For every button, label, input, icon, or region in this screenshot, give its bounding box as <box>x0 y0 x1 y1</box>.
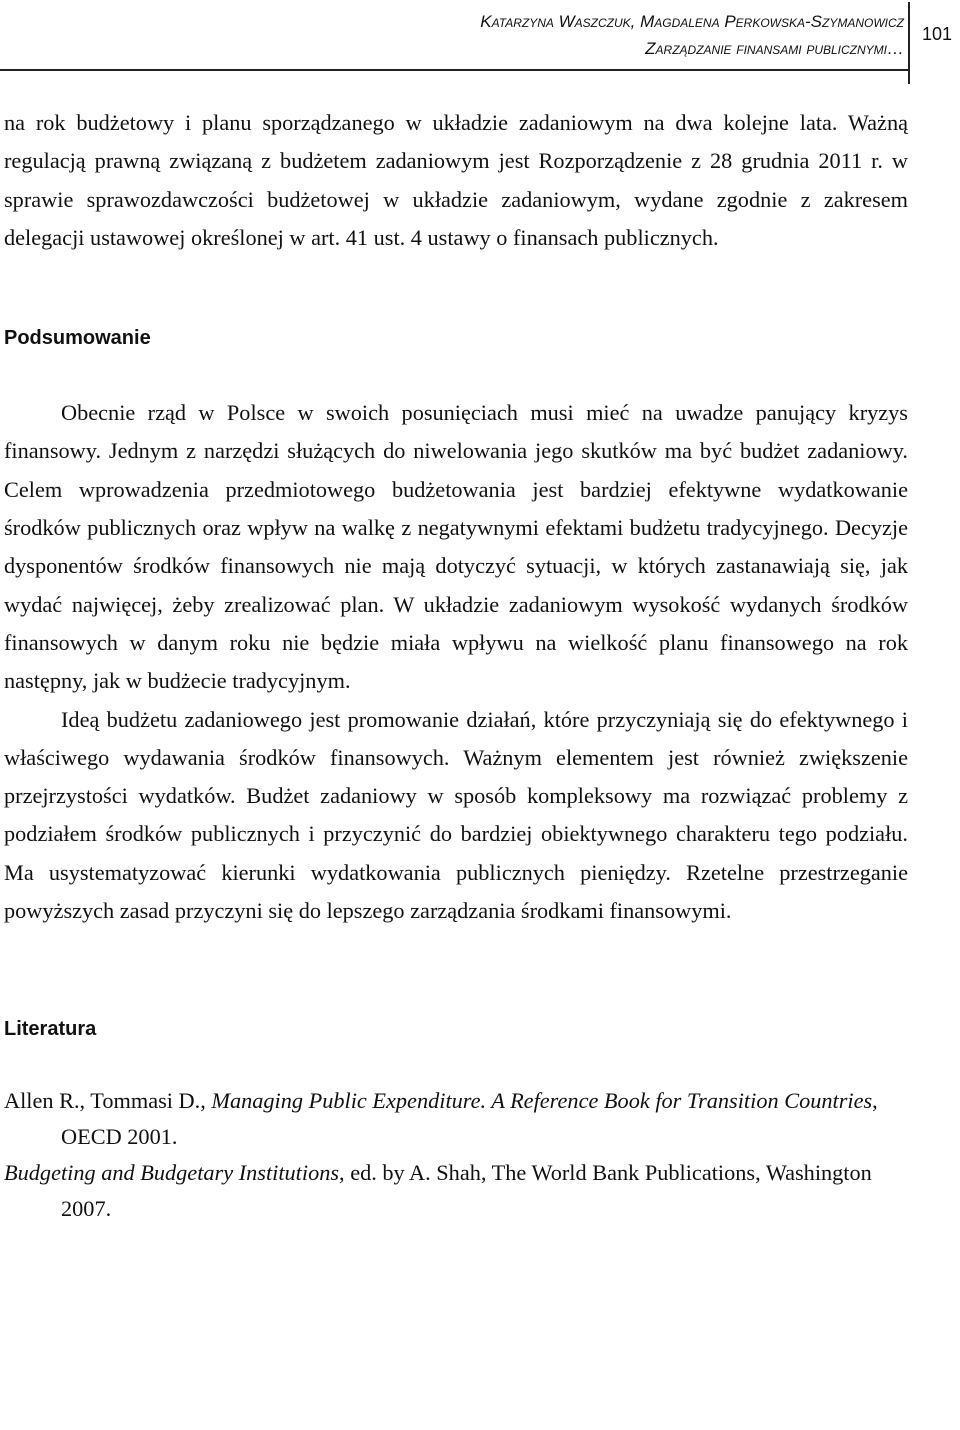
reference-2-title: Budgeting and Budgetary Institutions <box>4 1160 340 1186</box>
header-authors: Katarzyna Waszczuk, Magdalena Perkowska-Szymanowicz <box>480 12 904 31</box>
header-title: Zarządzanie finansami publicznymi… <box>645 39 904 58</box>
summary-paragraph-1: Obecnie rząd w Polsce w swoich posunięciach musi mieć na uwadze panujący kryzys finansowy. Jednym z narzędzi służących do niwelowania jego skutków ma być budżet zadaniowy. Celem wprowadzenia przedmiotowego budżetowania jest bardziej efektywne wydatkowanie środków publicznych oraz wpływ na walkę z negatywnymi efektami budżetu tradycyjnego. Decyzje dysponentów środków finansowych nie mają dotyczyć sytuacji, w których zastanawiają się, jak wydać najwięcej, żeby zrealizować plan. W układzie zadaniowym wysokość wydanych środków finansowych w danym roku nie będzie miała wpływu na wielkość planu finansowego na rok następny, jak w budżecie tradycyjnym. <box>4 400 908 694</box>
reference-1-title: Managing Public Expenditure. A Reference Book for Transition Countries <box>211 1088 873 1114</box>
reference-item-2 <box>4 1155 908 1227</box>
reference-1-authors: Allen R., Tommasi D., <box>4 1088 212 1114</box>
summary-heading: Podsumowanie <box>4 327 151 350</box>
intro-paragraph: na rok budżetowy i planu sporządzanego w układzie zadaniowym na dwa kolejne lata. Ważną regulacją prawną związaną z budżetem zadaniowym jest Rozporządzenie z 28 grudnia 2011 r. w sprawie sprawozdawczości budżetowej w układzie zadaniowym, wydane zgodnie z zakresem delegacji ustawowej określonej w art. 41 ust. 4 ustawy o finansach publicznych. <box>4 110 908 250</box>
running-header-text <box>480 8 904 62</box>
summary-paragraph-2: Ideą budżetu zadaniowego jest promowanie działań, które przyczyniają się do efektywnego i właściwego wydawania środków finansowych. Ważnym elementem jest również zwiększenie przejrzystości wydatków. Budżet zadaniowy w sposób kompleksowy ma rozwiązać problemy z podziałem środków publicznych i przyczynić do bardziej obiektywnego charakteru tego podziału. Ma usystematyzować kierunki wydatkowania publicznych pieniędzy. Rzetelne przestrzeganie powyższych zasad przyczyni się do lepszego zarządzania środkami finansowymi. <box>4 706 908 924</box>
reference-2-rest: , ed. by A. Shah, The World Bank Publications, Washington 2007. <box>61 1160 872 1222</box>
running-header <box>0 0 960 84</box>
page-body <box>4 104 908 1227</box>
page-number: 101 <box>922 24 953 44</box>
references-heading: Literatura <box>4 1018 97 1041</box>
header-rule-horizontal <box>0 69 909 71</box>
reference-1-rest: , OECD 2001. <box>61 1088 878 1150</box>
header-rule-vertical <box>908 2 910 84</box>
reference-item-1 <box>4 1083 908 1155</box>
